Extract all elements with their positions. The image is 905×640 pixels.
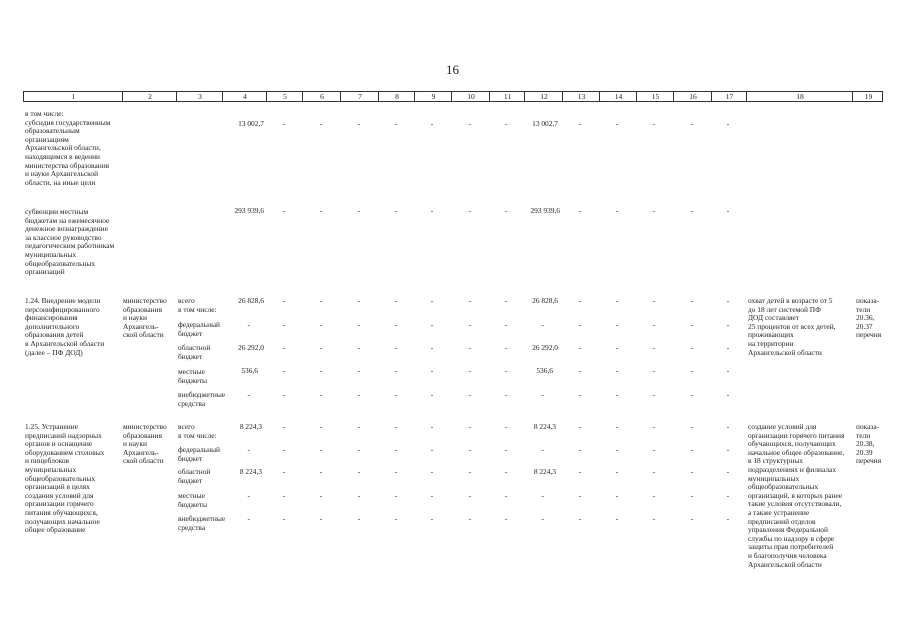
- dash-cell: -: [615, 467, 619, 476]
- row3-source-regional: областной бюджет: [178, 343, 211, 361]
- column-separator: [562, 92, 563, 101]
- row1-col12: 13 002,7: [532, 119, 558, 128]
- dash-cell: -: [726, 445, 730, 454]
- column-separator: [673, 92, 674, 101]
- dash-cell: -: [578, 366, 582, 375]
- dash-cell: -: [578, 422, 582, 431]
- dash-cell: -: [726, 491, 730, 500]
- dash-cell: -: [726, 343, 730, 352]
- dash-cell: -: [357, 422, 361, 431]
- dash-cell: -: [726, 119, 730, 128]
- column-separator: [451, 92, 452, 101]
- column-separator: [711, 92, 712, 101]
- row3-source-offbudget: внебюджетные средства: [178, 390, 226, 408]
- column-number-13: 13: [577, 92, 586, 101]
- dash-cell: -: [430, 119, 434, 128]
- dash-cell: -: [652, 467, 656, 476]
- dash-cell: -: [468, 491, 472, 500]
- dash-cell: -: [468, 320, 472, 329]
- row4-indicators: показа- тели 20.38, 20.39 перечня: [856, 422, 882, 466]
- dash-cell: -: [319, 445, 323, 454]
- dash-cell: -: [319, 296, 323, 305]
- dash-cell: -: [726, 296, 730, 305]
- dash-cell: -: [615, 514, 619, 523]
- dash-cell: -: [578, 445, 582, 454]
- dash-cell: -: [615, 119, 619, 128]
- dash-cell: -: [652, 296, 656, 305]
- dash-cell: -: [394, 296, 398, 305]
- column-number-8: 8: [395, 92, 399, 101]
- dash-cell: -: [282, 422, 286, 431]
- dash-cell: -: [652, 491, 656, 500]
- row4-col12-total: 8 224,3: [533, 422, 556, 431]
- dash-cell: -: [282, 343, 286, 352]
- dash-cell: -: [357, 366, 361, 375]
- dash-cell: -: [652, 119, 656, 128]
- dash-cell: -: [504, 467, 508, 476]
- row4-col4-offbudget: -: [247, 514, 250, 523]
- dash-cell: -: [357, 491, 361, 500]
- dash-cell: -: [430, 296, 434, 305]
- dash-cell: -: [726, 390, 730, 399]
- page-number: 16: [446, 62, 459, 77]
- dash-cell: -: [726, 514, 730, 523]
- column-number-5: 5: [283, 92, 287, 101]
- row3-col4-offbudget: -: [247, 390, 250, 399]
- column-number-6: 6: [320, 92, 324, 101]
- dash-cell: -: [578, 467, 582, 476]
- dash-cell: -: [652, 320, 656, 329]
- dash-cell: -: [690, 422, 694, 431]
- column-separator: [414, 92, 415, 101]
- column-separator: [746, 92, 747, 101]
- dash-cell: -: [319, 491, 323, 500]
- dash-cell: -: [690, 206, 694, 215]
- dash-cell: -: [394, 119, 398, 128]
- dash-cell: -: [357, 390, 361, 399]
- dash-cell: -: [319, 422, 323, 431]
- dash-cell: -: [430, 445, 434, 454]
- dash-cell: -: [690, 366, 694, 375]
- dash-cell: -: [504, 343, 508, 352]
- row3-col4-regional: 26 292,0: [238, 343, 264, 352]
- column-number-2: 2: [148, 92, 152, 101]
- dash-cell: -: [504, 206, 508, 215]
- dash-cell: -: [690, 390, 694, 399]
- dash-cell: -: [357, 445, 361, 454]
- column-separator: [599, 92, 600, 101]
- row3-expected-result: охват детей в возрасте от 5 до 18 лет системой ПФ ДОД составляет 25 процентов от всех детей, проживающих на территории Архангельской области: [748, 296, 836, 357]
- dash-cell: -: [726, 422, 730, 431]
- dash-cell: -: [319, 320, 323, 329]
- dash-cell: -: [319, 514, 323, 523]
- dash-cell: -: [282, 467, 286, 476]
- dash-cell: -: [578, 296, 582, 305]
- dash-cell: -: [394, 491, 398, 500]
- dash-cell: -: [468, 445, 472, 454]
- row2-col12: 293 939,6: [530, 206, 560, 215]
- column-separator: [489, 92, 490, 101]
- dash-cell: -: [394, 343, 398, 352]
- dash-cell: -: [430, 343, 434, 352]
- dash-cell: -: [357, 514, 361, 523]
- dash-cell: -: [690, 514, 694, 523]
- row4-source-regional: областной бюджет: [178, 467, 211, 485]
- row2-description: субвенции местным бюджетам на ежемесячное денежное вознаграждение за классное руководство педагогическим работникам муниципальных общеобразовательных организаций: [25, 207, 115, 277]
- dash-cell: -: [282, 320, 286, 329]
- column-separator: [852, 92, 853, 101]
- dash-cell: -: [615, 491, 619, 500]
- dash-cell: -: [394, 320, 398, 329]
- dash-cell: -: [578, 491, 582, 500]
- dash-cell: -: [468, 366, 472, 375]
- row4-description: 1.25. Устранение предписаний надзорных органов и оснащение оборудованием столовых и пищеблоков муниципальных общеобразовательных организаций в целях создания условий для организации горячего питания обучающихся, получающих начальное общее образование: [25, 422, 105, 535]
- row4-col12-federal: -: [541, 445, 544, 454]
- column-number-14: 14: [614, 92, 623, 101]
- dash-cell: -: [430, 206, 434, 215]
- row3-description: 1.24. Внедрение модели персонифицированного финансирования дополнительного образования детей в Архангельской области (далее – ПФ ДОД): [25, 296, 105, 357]
- row3-executor: министерство образования и науки Архангель- ской области: [123, 296, 167, 340]
- dash-cell: -: [578, 514, 582, 523]
- dash-cell: -: [319, 390, 323, 399]
- dash-cell: -: [430, 390, 434, 399]
- dash-cell: -: [578, 390, 582, 399]
- dash-cell: -: [430, 422, 434, 431]
- column-separator: [266, 92, 267, 101]
- table-header-row: [23, 91, 883, 102]
- dash-cell: -: [319, 119, 323, 128]
- dash-cell: -: [615, 366, 619, 375]
- dash-cell: -: [282, 445, 286, 454]
- dash-cell: -: [468, 206, 472, 215]
- dash-cell: -: [430, 320, 434, 329]
- dash-cell: -: [504, 422, 508, 431]
- dash-cell: -: [504, 390, 508, 399]
- dash-cell: -: [504, 514, 508, 523]
- dash-cell: -: [468, 343, 472, 352]
- column-number-19: 19: [864, 92, 873, 101]
- dash-cell: -: [468, 514, 472, 523]
- column-number-16: 16: [689, 92, 697, 101]
- dash-cell: -: [690, 119, 694, 128]
- dash-cell: -: [357, 119, 361, 128]
- row4-col12-regional: 8 224,3: [533, 467, 556, 476]
- row3-col12-local: 536,6: [536, 366, 553, 375]
- row3-indicators: показа- тели 20.36, 20.37 перечня: [856, 296, 882, 340]
- dash-cell: -: [726, 467, 730, 476]
- column-number-3: 3: [198, 92, 202, 101]
- column-separator: [122, 92, 123, 101]
- dash-cell: -: [394, 445, 398, 454]
- column-separator: [340, 92, 341, 101]
- row3-col4-local: 536,6: [241, 366, 258, 375]
- dash-cell: -: [615, 422, 619, 431]
- dash-cell: -: [282, 296, 286, 305]
- dash-cell: -: [690, 343, 694, 352]
- column-number-1: 1: [71, 92, 76, 101]
- column-number-10: 10: [467, 92, 475, 101]
- row3-col12-total: 26 828,6: [532, 296, 558, 305]
- dash-cell: -: [468, 296, 472, 305]
- row4-source-local: местные бюджеты: [178, 491, 208, 509]
- column-number-12: 12: [540, 92, 548, 101]
- dash-cell: -: [504, 320, 508, 329]
- row4-executor: министерство образования и науки Архангель- ской области: [123, 422, 167, 466]
- dash-cell: -: [468, 422, 472, 431]
- dash-cell: -: [615, 343, 619, 352]
- row1-description: в том числе: субсидия государственным образовательным организациям Архангельской области, находящимся в ведении министерства образования и науки Архангельской области, на иные цели: [25, 109, 111, 187]
- row3-col12-regional: 26 292,0: [532, 343, 558, 352]
- dash-cell: -: [357, 296, 361, 305]
- dash-cell: -: [394, 366, 398, 375]
- dash-cell: -: [394, 467, 398, 476]
- dash-cell: -: [282, 514, 286, 523]
- dash-cell: -: [690, 296, 694, 305]
- dash-cell: -: [357, 343, 361, 352]
- dash-cell: -: [690, 320, 694, 329]
- dash-cell: -: [282, 491, 286, 500]
- dash-cell: -: [282, 119, 286, 128]
- dash-cell: -: [504, 119, 508, 128]
- row3-source-federal: федеральный бюджет: [178, 320, 220, 338]
- row4-col4-local: -: [247, 491, 250, 500]
- row1-total: 13 002,7: [238, 119, 264, 128]
- row4-source-offbudget: внебюджетные средства: [178, 514, 226, 532]
- column-number-9: 9: [431, 92, 436, 101]
- dash-cell: -: [468, 390, 472, 399]
- dash-cell: -: [319, 206, 323, 215]
- dash-cell: -: [319, 366, 323, 375]
- dash-cell: -: [357, 206, 361, 215]
- dash-cell: -: [319, 343, 323, 352]
- dash-cell: -: [652, 514, 656, 523]
- dash-cell: -: [726, 206, 730, 215]
- column-separator: [302, 92, 303, 101]
- row3-source-local: местные бюджеты: [178, 367, 208, 385]
- row4-col4-federal: -: [247, 445, 250, 454]
- row4-col12-local: -: [541, 491, 544, 500]
- column-separator: [222, 92, 223, 101]
- dash-cell: -: [652, 422, 656, 431]
- row3-col4-total: 26 828,6: [238, 296, 264, 305]
- row4-expected-result: создание условий для организации горячего питания обучающихся, получающих начальное общее образование, в 18 структурных подразделениях и филиалах муниципальных общеобразовательных организаций, в которых ранее такие условия отсутствовали, а также устранение предписаний отделов управления Федеральной службы по надзору в сфере защиты прав потребителей и благополучия человека Архангельской области: [748, 422, 845, 569]
- dash-cell: -: [504, 491, 508, 500]
- dash-cell: -: [468, 467, 472, 476]
- row4-col12-offbudget: -: [541, 514, 544, 523]
- column-number-11: 11: [503, 92, 512, 101]
- column-number-17: 17: [725, 92, 734, 101]
- dash-cell: -: [504, 296, 508, 305]
- row4-col4-regional: 8 224,3: [239, 467, 262, 476]
- dash-cell: -: [615, 296, 619, 305]
- dash-cell: -: [282, 390, 286, 399]
- dash-cell: -: [652, 366, 656, 375]
- column-number-7: 7: [358, 92, 362, 101]
- dash-cell: -: [430, 467, 434, 476]
- dash-cell: -: [430, 491, 434, 500]
- dash-cell: -: [690, 491, 694, 500]
- dash-cell: -: [578, 343, 582, 352]
- dash-cell: -: [726, 320, 730, 329]
- dash-cell: -: [394, 206, 398, 215]
- dash-cell: -: [690, 467, 694, 476]
- dash-cell: -: [615, 445, 619, 454]
- dash-cell: -: [282, 206, 286, 215]
- dash-cell: -: [394, 422, 398, 431]
- dash-cell: -: [726, 366, 730, 375]
- dash-cell: -: [394, 514, 398, 523]
- dash-cell: -: [504, 445, 508, 454]
- dash-cell: -: [357, 320, 361, 329]
- column-number-18: 18: [796, 92, 804, 101]
- dash-cell: -: [652, 343, 656, 352]
- row3-source-total: всего в том числе:: [178, 296, 217, 314]
- dash-cell: -: [394, 390, 398, 399]
- dash-cell: -: [652, 206, 656, 215]
- dash-cell: -: [357, 467, 361, 476]
- dash-cell: -: [468, 119, 472, 128]
- dash-cell: -: [615, 206, 619, 215]
- dash-cell: -: [430, 514, 434, 523]
- column-separator: [176, 92, 177, 101]
- row4-col4-total: 8 224,3: [239, 422, 262, 431]
- dash-cell: -: [578, 119, 582, 128]
- row4-source-total: всего в том числе:: [178, 422, 217, 440]
- row4-source-federal: федеральный бюджет: [178, 445, 220, 463]
- column-number-4: 4: [243, 92, 247, 101]
- dash-cell: -: [319, 467, 323, 476]
- row3-col12-federal: -: [541, 320, 544, 329]
- row3-col12-offbudget: -: [541, 390, 544, 399]
- dash-cell: -: [578, 206, 582, 215]
- row3-col4-federal: -: [247, 320, 250, 329]
- dash-cell: -: [615, 390, 619, 399]
- column-separator: [524, 92, 525, 101]
- dash-cell: -: [615, 320, 619, 329]
- dash-cell: -: [652, 390, 656, 399]
- dash-cell: -: [652, 445, 656, 454]
- row2-total: 293 939,6: [234, 206, 264, 215]
- dash-cell: -: [430, 366, 434, 375]
- dash-cell: -: [690, 445, 694, 454]
- dash-cell: -: [282, 366, 286, 375]
- dash-cell: -: [504, 366, 508, 375]
- column-number-15: 15: [651, 92, 660, 101]
- column-separator: [378, 92, 379, 101]
- dash-cell: -: [578, 320, 582, 329]
- column-separator: [636, 92, 637, 101]
